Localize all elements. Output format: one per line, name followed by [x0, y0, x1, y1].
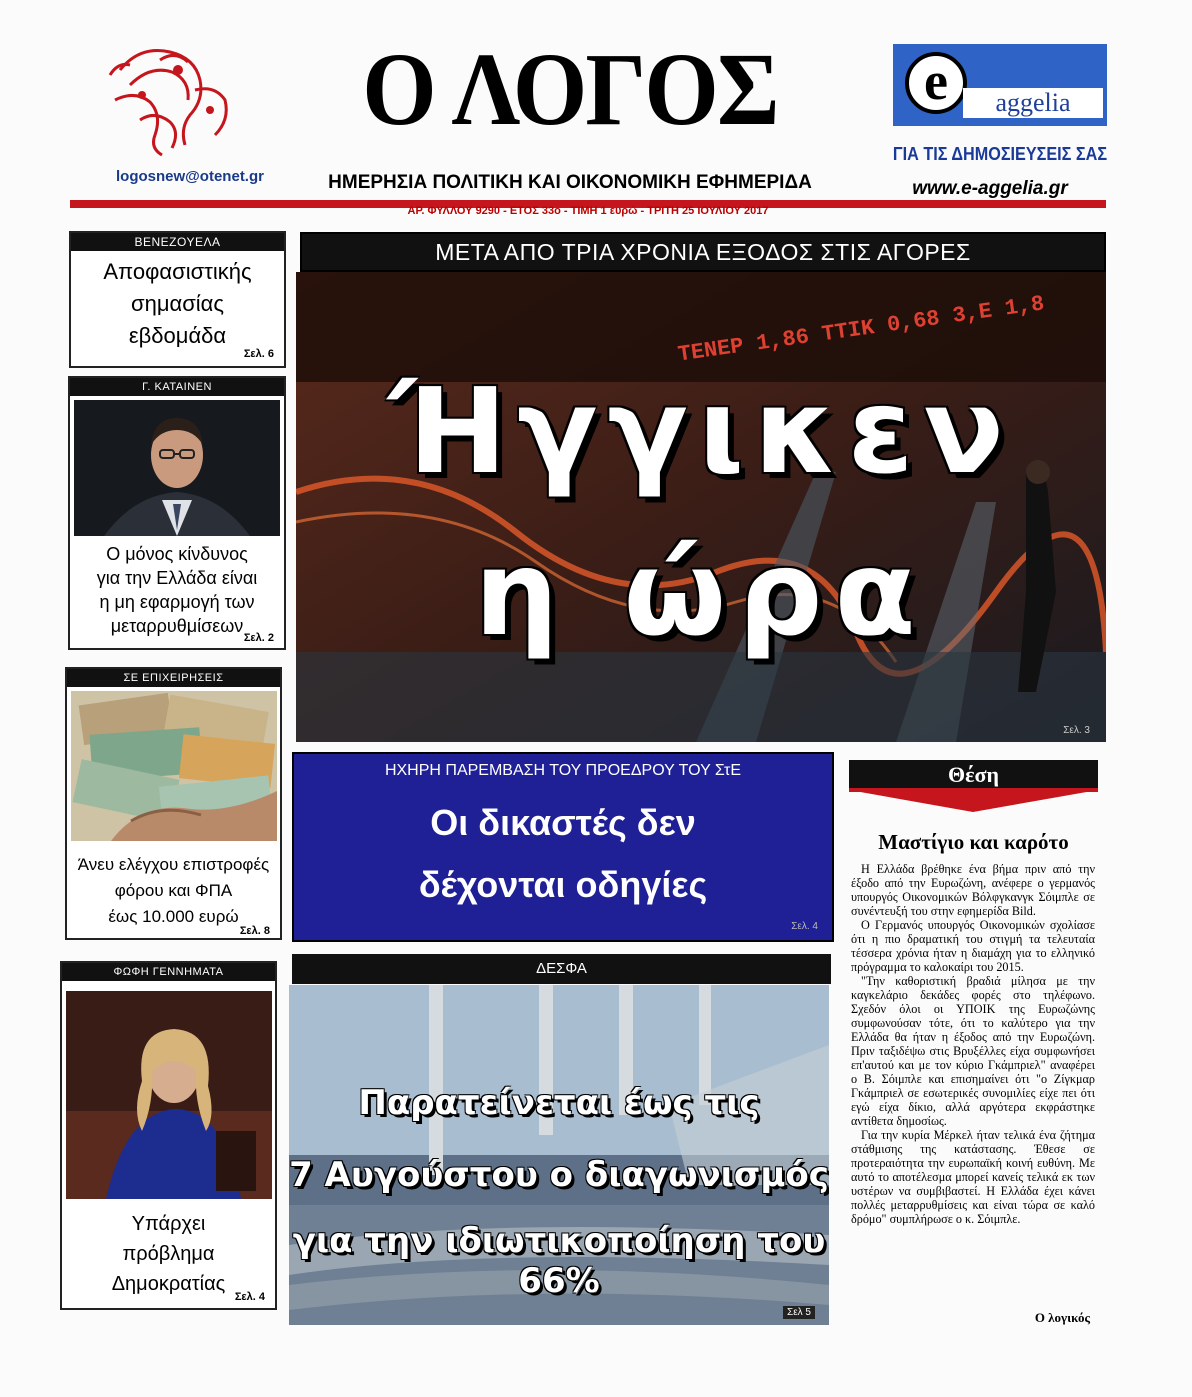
sidebar-line: εβδομάδα	[128, 323, 227, 348]
lead-kicker: ΜΕΤΑ ΑΠΟ ΤΡΙΑ ΧΡΟΝΙΑ ΕΞΟΔΟΣ ΣΤΙΣ ΑΓΟΡΕΣ	[435, 239, 971, 265]
opinion-label-bar	[849, 760, 1098, 812]
court-kicker: ΗΧΗΡΗ ΠΑΡΕΜΒΑΣΗ ΤΟΥ ΠΡΟΕΔΡΟΥ ΤΟΥ ΣτΕ	[384, 762, 742, 779]
page-ref: Σελ. 4	[791, 921, 818, 932]
sidebar-line: Αποφασιστικής	[103, 259, 252, 284]
sidebar-line: πρόβλημα	[122, 1243, 215, 1265]
sidebar-line: Δημοκρατίας	[111, 1273, 226, 1295]
sidebar-line: Υπάρχει	[131, 1213, 206, 1235]
page-ref: Σελ. 8	[239, 925, 270, 937]
eaggelia-e-letter: e	[905, 52, 967, 114]
opinion-title: Μαστίγιο και καρότο	[878, 830, 1069, 854]
sidebar-kicker: ΦΩΦΗ ΓΕΝΝΗΜΑΤΑ	[62, 963, 275, 981]
newspaper-subtitle: ΗΜΕΡΗΣΙΑ ΠΟΛΙΤΙΚΗ ΚΑΙ ΟΙΚΟΝΟΜΙΚΗ ΕΦΗΜΕΡΙΔΑ	[328, 172, 812, 193]
sidebar-box-katainen[interactable]	[68, 376, 286, 650]
lead-kicker-bar	[300, 232, 1106, 272]
court-headline-line2: δέχονται οδηγίες	[418, 864, 708, 905]
eaggelia-ad-logo[interactable]	[893, 44, 1107, 126]
opinion-body	[851, 862, 1095, 1310]
gennimata-photo	[66, 991, 272, 1199]
newspaper-title: Ο ΛΟΓΟΣ	[362, 32, 778, 147]
desfa-headline-line3: για την ιδιωτικοποίηση του 66%	[292, 1221, 826, 1301]
desfa-kicker: ΔΕΣΦΑ	[536, 960, 587, 977]
sidebar-line: έως 10.000 ευρώ	[108, 907, 239, 926]
katainen-photo	[74, 400, 280, 536]
eaggelia-tagline: ΓΙΑ ΤΙΣ ΔΗΜΟΣΙΕΥΣΕΙΣ ΣΑΣ	[892, 144, 1108, 164]
opinion-paragraph: Για την κυρία Μέρκελ ήταν τελικά ένα ζήτημα στάθμισης της κατάστασης. Έθεσε σε προτεραιότητα την ευρωπαϊκή κοινή ευθύνη. Με αυτό το αποτέλεσμα μπορεί κανείς τελικά εκ των υστέρων να συμβιβαστεί. Η Ελλάδα έχει κάνει πολλές μεταρρυθμίσεις και είναι τώρα σε καλό δρόμο" συμπλήρωσε ο κ. Σόιμπλε.	[851, 1128, 1095, 1226]
issue-bar	[70, 197, 1106, 225]
sidebar-box-tax[interactable]	[65, 667, 282, 940]
sidebar-line: μεταρρυθμίσεων	[110, 616, 244, 636]
ticker-strip: TENEP 1,86 TTIK 0,68 3,E 1,8	[676, 291, 1046, 368]
contact-email[interactable]: logosnew@otenet.gr	[116, 168, 264, 185]
sidebar-box-venezuela[interactable]	[69, 231, 286, 368]
lead-photo[interactable]	[296, 272, 1106, 742]
eaggelia-url[interactable]: www.e-aggelia.gr	[912, 178, 1068, 199]
desfa-headline-line1: Παρατείνεται έως τις	[358, 1083, 760, 1123]
sidebar-kicker: ΒΕΝΕΖΟΥΕΛΑ	[71, 233, 284, 251]
page-ref: Σελ. 3	[1063, 725, 1090, 736]
opinion-paragraph: "Την καθοριστική βραδιά μίλησα με την καγκελάριο δεκάδες φορές στο τηλέφωνο. Σχεδόν όλοι οι ΥΠΟΙΚ της Ευρωζώνης συμφωνούσαν τότε, ότι το καλύτερο για την Ελλάδα θα ήταν η έξοδος από την Ευρωζώνη. Πριν ταξιδέψω στις Βρυξέλλες είχα συμφωνήσει επ'αυτού και με τον κύριο Γκάμπριελ" αναφέρει ο Β. Σόιμπλε και επισημαίνει ότι "ο Ζίγκμαρ Γκάμπριελ σε εσωτερικές συνομιλίες είχε πει ότι εγώ είχα δίκιο, αλλά αργότερα εκφράστηκε αντίθετα δημοσίως.	[851, 974, 1095, 1128]
newspaper-emblem	[100, 40, 240, 160]
sidebar-kicker: Γ. ΚΑΤΑΙΝΕΝ	[70, 378, 284, 396]
page-ref: Σελ 5	[783, 1306, 815, 1319]
opinion-paragraph: Η Ελλάδα βρέθηκε ένα βήμα πριν από την έξοδο από την Ευρωζώνη, ανέφερε ο γερμανός υπουργός Οικονομικών Βόλφγκανγκ Σόιμπλε σε συνέντευξή του στην εφημερίδα Bild.	[851, 862, 1095, 918]
issue-line: ΑΡ. ΦΥΛΛΟΥ 9290 - ΕΤΟΣ 33ο - ΤΙΜΗ 1 ευρώ - ΤΡΙΤΗ 25 ΙΟΥΛΙΟΥ 2017	[407, 205, 769, 217]
court-headline-line1: Οι δικαστές δεν	[430, 802, 696, 843]
court-story-box[interactable]	[292, 752, 834, 942]
banknotes-photo	[71, 691, 277, 841]
desfa-kicker-bar	[292, 954, 831, 984]
page-ref: Σελ. 4	[234, 1291, 265, 1303]
opinion-paragraph: Ο Γερμανός υπουργός Οικονομικών σχολίασε ότι η πιο δραματική του στιγμή τα τελευταία τέσσερα χρόνια ήταν η διαμάχη για το ελληνικό πρόγραμμα το καλοκαίρι του 2015.	[851, 918, 1095, 974]
sidebar-box-gennimata[interactable]	[60, 961, 277, 1310]
page-ref: Σελ. 6	[243, 348, 274, 360]
lead-headline-line1: Ήγγικεν	[388, 362, 1014, 500]
sidebar-line: Ο μόνος κίνδυνος	[106, 544, 248, 564]
opinion-signature: Ο λογικός	[1034, 1310, 1090, 1325]
sidebar-kicker: ΣΕ ΕΠΙΧΕΙΡΗΣΕΙΣ	[67, 669, 280, 687]
sidebar-line: σημασίας	[131, 291, 224, 316]
sidebar-line: Άνευ ελέγχου επιστροφές	[77, 855, 270, 874]
sidebar-line: για την Ελλάδα είναι	[96, 568, 258, 588]
desfa-photo[interactable]	[289, 985, 829, 1325]
sidebar-line: φόρου και ΦΠΑ	[114, 881, 233, 900]
page-ref: Σελ. 2	[243, 632, 274, 644]
sidebar-line: η μη εφαρμογή των	[99, 592, 255, 612]
desfa-headline-line2: 7 Αυγούστου ο διαγωνισμός	[289, 1155, 829, 1195]
lead-headline-line2: η ώρα	[474, 524, 928, 662]
opinion-label: Θέση	[948, 762, 999, 787]
eaggelia-word: aggelia	[963, 88, 1103, 118]
